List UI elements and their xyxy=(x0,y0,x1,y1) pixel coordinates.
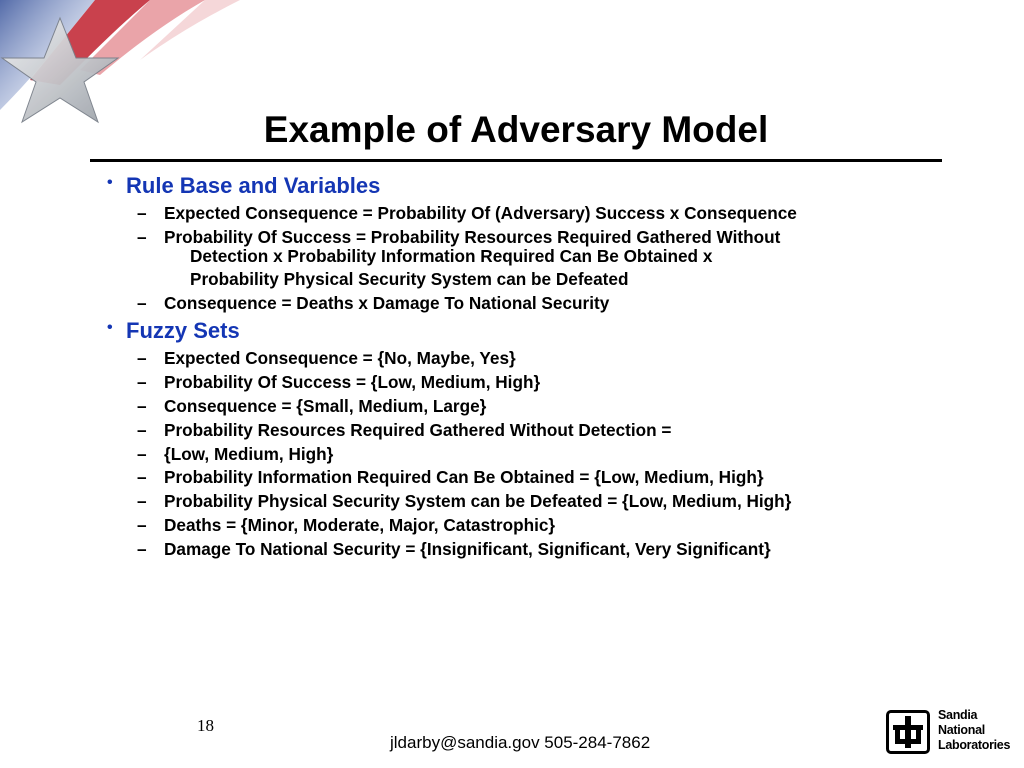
bullet-marker: • xyxy=(107,319,113,336)
bullet-marker: • xyxy=(107,174,113,191)
page-number: 18 xyxy=(197,716,214,735)
list-item xyxy=(137,539,771,560)
dash-marker: – xyxy=(137,515,147,535)
list-item-text: Probability Resources Required Gathered Without Detection = xyxy=(164,420,672,440)
list-item xyxy=(137,348,516,369)
list-item-text: Probability Of Success = Probability Resources Required Gathered Without xyxy=(164,227,781,247)
list-item-text: Deaths = {Minor, Moderate, Major, Catastrophic} xyxy=(164,515,556,535)
logo-line: Sandia xyxy=(938,708,978,722)
dash-marker: – xyxy=(137,396,147,416)
dash-marker: – xyxy=(137,420,147,440)
list-item-continuation xyxy=(190,246,712,267)
section-heading-text: Fuzzy Sets xyxy=(126,318,240,343)
list-item-text: Damage To National Security = {Insignificant, Significant, Very Significant} xyxy=(164,539,771,559)
list-item xyxy=(137,467,764,488)
list-item-text: Probability Of Success = {Low, Medium, High} xyxy=(164,372,541,392)
logo-line: Laboratories xyxy=(938,738,1011,752)
list-item xyxy=(137,227,781,248)
dash-marker: – xyxy=(137,467,147,487)
dash-marker: – xyxy=(137,293,147,313)
list-item-continuation xyxy=(190,269,628,290)
dash-marker: – xyxy=(137,227,147,247)
dash-marker: – xyxy=(137,348,147,368)
dash-marker: – xyxy=(137,491,147,511)
section-heading-text: Rule Base and Variables xyxy=(126,173,381,198)
list-item xyxy=(137,372,541,393)
logo-line: National xyxy=(938,723,985,737)
logo-wordmark xyxy=(938,708,1010,753)
list-item-text: Consequence = Deaths x Damage To National Security xyxy=(164,293,610,313)
list-item xyxy=(137,444,334,465)
sandia-logo xyxy=(886,706,1014,758)
list-item-text: {Low, Medium, High} xyxy=(164,444,334,464)
list-item-text: Consequence = {Small, Medium, Large} xyxy=(164,396,487,416)
list-item xyxy=(137,491,792,512)
list-item-text: Expected Consequence = {No, Maybe, Yes} xyxy=(164,348,516,368)
list-item xyxy=(137,420,672,441)
list-item xyxy=(137,203,797,224)
list-item-text: Probability Information Required Can Be Obtained = {Low, Medium, High} xyxy=(164,467,764,487)
list-item-text: Expected Consequence = Probability Of (Adversary) Success x Consequence xyxy=(164,203,797,223)
list-item-text: Probability Physical Security System can be Defeated xyxy=(190,269,629,289)
list-item xyxy=(137,396,487,417)
dash-marker: – xyxy=(137,539,147,559)
title-divider xyxy=(90,159,942,162)
section-heading xyxy=(107,318,240,344)
footer-contact: jldarby@sandia.gov 505-284-7862 xyxy=(390,733,651,752)
dash-marker: – xyxy=(137,444,147,464)
slide-title: Example of Adversary Model xyxy=(263,109,769,150)
dash-marker: – xyxy=(137,203,147,223)
list-item xyxy=(137,293,610,314)
list-item-text: Detection x Probability Information Required Can Be Obtained x xyxy=(190,246,713,266)
dash-marker: – xyxy=(137,372,147,392)
section-heading xyxy=(107,173,381,199)
list-item xyxy=(137,515,556,536)
sandia-thunderbird-icon xyxy=(886,710,930,754)
list-item-text: Probability Physical Security System can be Defeated = {Low, Medium, High} xyxy=(164,491,792,511)
